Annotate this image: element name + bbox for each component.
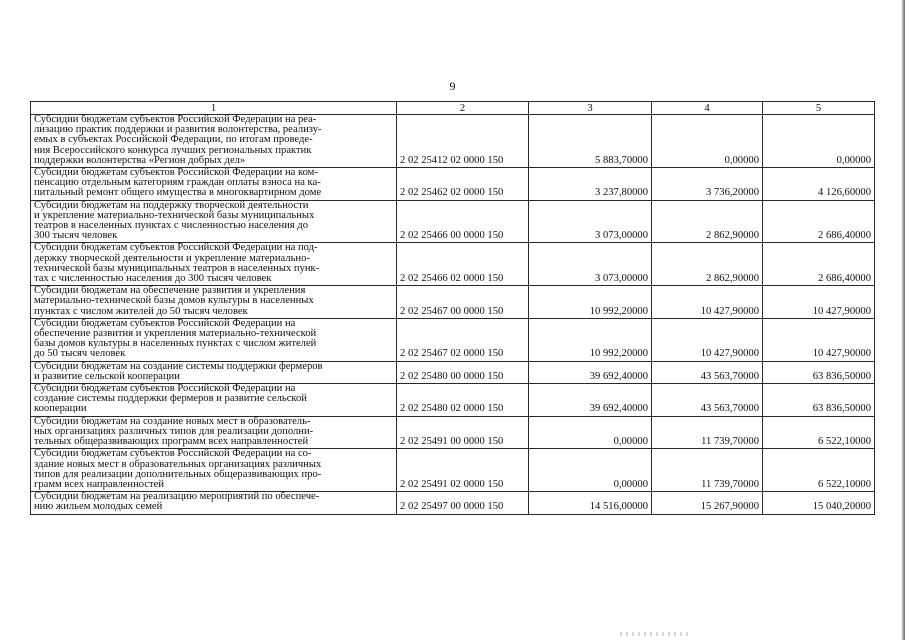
- description-line: материально-технической базы домов культуры в населенных: [34, 295, 314, 307]
- header-row: [31, 102, 875, 115]
- amount-col5: 10 427,90000: [763, 318, 875, 361]
- description-line: Субсидии бюджетам субъектов Российской Федерации на: [34, 317, 296, 329]
- budget-code: 2 02 25462 02 0000 150: [397, 168, 529, 201]
- amount-col3: 0,00000: [529, 416, 652, 449]
- budget-code: 2 02 25480 00 0000 150: [397, 361, 529, 383]
- amount-col3: 10 992,20000: [529, 286, 652, 319]
- description-line: питальный ремонт общего имущества в многоквартирном доме: [34, 187, 322, 199]
- row-description: [31, 492, 397, 514]
- row-description: [31, 243, 397, 286]
- description-line: Субсидии бюджетам на создание системы поддержки фермеров: [34, 360, 323, 372]
- row-description: [31, 200, 397, 243]
- table-row: [31, 416, 875, 449]
- amount-col4: 10 427,90000: [652, 286, 763, 319]
- budget-code: 2 02 25466 02 0000 150: [397, 243, 529, 286]
- description-line: 300 тысяч человек: [34, 230, 118, 242]
- table-row: [31, 384, 875, 417]
- amount-col5: 2 686,40000: [763, 243, 875, 286]
- page-number: 9: [449, 79, 456, 93]
- row-description: [31, 318, 397, 361]
- row-description: [31, 115, 397, 168]
- table-row: [31, 318, 875, 361]
- budget-code: 2 02 25466 00 0000 150: [397, 200, 529, 243]
- amount-col3: 39 692,40000: [529, 384, 652, 417]
- amount-col5: 10 427,90000: [763, 286, 875, 319]
- amount-col5: 6 522,10000: [763, 449, 875, 492]
- description-line: Субсидии бюджетам субъектов Российской Федерации на реа-: [34, 114, 317, 125]
- description-line: до 50 тысяч человек: [34, 348, 126, 360]
- row-description: [31, 168, 397, 201]
- amount-col3: 3 073,00000: [529, 243, 652, 286]
- description-line: лизацию практик поддержки и развития волонтерства, реализу-: [34, 124, 322, 136]
- description-line: пунктах с числом жителей до 50 тысяч человек: [34, 305, 248, 317]
- amount-col5: 6 522,10000: [763, 416, 875, 449]
- table-row: [31, 168, 875, 201]
- description-line: и развитие сельской кооперации: [34, 370, 180, 382]
- amount-col3: 39 692,40000: [529, 361, 652, 383]
- amount-col4: 15 267,90000: [652, 492, 763, 514]
- scan-edge-shadow: [901, 0, 905, 640]
- amount-col3: 14 516,00000: [529, 492, 652, 514]
- table-row: [31, 286, 875, 319]
- amount-col4: 11 739,70000: [652, 449, 763, 492]
- budget-code: 2 02 25467 02 0000 150: [397, 318, 529, 361]
- amount-col4: 3 736,20000: [652, 168, 763, 201]
- amount-col3: 10 992,20000: [529, 318, 652, 361]
- description-line: Субсидии бюджетам на реализацию мероприятий по обеспече-: [34, 491, 320, 503]
- budget-table: [30, 101, 875, 515]
- description-line: ных организациях различных типов для реализации дополни-: [34, 425, 314, 437]
- amount-col4: 43 563,70000: [652, 384, 763, 417]
- budget-code: 2 02 25480 02 0000 150: [397, 384, 529, 417]
- description-line: Субсидии бюджетам субъектов Российской Федерации на со-: [34, 448, 312, 460]
- table-row: [31, 492, 875, 514]
- amount-col5: 0,00000: [763, 115, 875, 168]
- amount-col5: 63 836,50000: [763, 361, 875, 383]
- scan-artifact: [620, 632, 690, 636]
- description-line: тельных общеразвивающих программ всех направленностей: [34, 436, 309, 448]
- description-line: здание новых мест в образовательных организациях различных: [34, 458, 322, 470]
- amount-col5: 15 040,20000: [763, 492, 875, 514]
- row-description: [31, 384, 397, 417]
- description-line: грамм всех направленностей: [34, 478, 165, 490]
- column-header: 2: [397, 102, 529, 115]
- description-line: пенсацию отдельным категориям граждан оплаты взноса на ка-: [34, 177, 321, 189]
- budget-code: 2 02 25497 00 0000 150: [397, 492, 529, 514]
- description-line: обеспечение развития и укрепления материально-технической: [34, 328, 317, 340]
- amount-col4: 11 739,70000: [652, 416, 763, 449]
- description-line: Субсидии бюджетам субъектов Российской Федерации на под-: [34, 242, 318, 254]
- amount-col4: 2 862,90000: [652, 243, 763, 286]
- description-line: технической базы муниципальных театров в населенных пунк-: [34, 262, 320, 274]
- budget-code: 2 02 25467 00 0000 150: [397, 286, 529, 319]
- amount-col5: 2 686,40000: [763, 200, 875, 243]
- amount-col3: 3 073,00000: [529, 200, 652, 243]
- description-line: нию жильем молодых семей: [34, 501, 163, 513]
- description-line: типов для реализации дополнительных общеразвивающих про-: [34, 468, 322, 480]
- amount-col3: 0,00000: [529, 449, 652, 492]
- amount-col4: 43 563,70000: [652, 361, 763, 383]
- table-row: [31, 449, 875, 492]
- column-header: 4: [652, 102, 763, 115]
- description-line: и укрепление материально-технической базы муниципальных: [34, 209, 315, 221]
- row-description: [31, 416, 397, 449]
- description-line: Субсидии бюджетам субъектов Российской Федерации на ком-: [34, 167, 318, 179]
- description-line: кооперации: [34, 403, 87, 415]
- budget-code: 2 02 25412 02 0000 150: [397, 115, 529, 168]
- amount-col3: 3 237,80000: [529, 168, 652, 201]
- table-row: [31, 200, 875, 243]
- amount-col3: 5 883,70000: [529, 115, 652, 168]
- column-header: 5: [763, 102, 875, 115]
- table-row: [31, 243, 875, 286]
- description-line: театров в населенных пунктах с численностью населения до: [34, 220, 308, 232]
- table-row: [31, 361, 875, 383]
- description-line: Субсидии бюджетам субъектов Российской Федерации на: [34, 383, 296, 395]
- description-line: Субсидии бюджетам на создание новых мест в образователь-: [34, 415, 311, 427]
- amount-col4: 0,00000: [652, 115, 763, 168]
- description-line: ния Всероссийского конкурса лучших региональных практик: [34, 144, 312, 156]
- description-line: тах с численностью населения до 300 тысяч человек: [34, 273, 272, 285]
- description-line: базы домов культуры в населенных пунктах с числом жителей: [34, 338, 317, 350]
- amount-col4: 2 862,90000: [652, 200, 763, 243]
- amount-col4: 10 427,90000: [652, 318, 763, 361]
- description-line: поддержки волонтерства «Регион добрых дел»: [34, 154, 246, 166]
- budget-code: 2 02 25491 00 0000 150: [397, 416, 529, 449]
- column-header: 3: [529, 102, 652, 115]
- row-description: [31, 449, 397, 492]
- table-row: [31, 115, 875, 168]
- row-description: [31, 361, 397, 383]
- amount-col5: 4 126,60000: [763, 168, 875, 201]
- budget-code: 2 02 25491 02 0000 150: [397, 449, 529, 492]
- description-line: емых в субъектах Российской Федерации, по итогам проведе-: [34, 134, 313, 146]
- row-description: [31, 286, 397, 319]
- description-line: Субсидии бюджетам на поддержку творческой деятельности: [34, 199, 309, 211]
- description-line: создание системы поддержки фермеров и развитие сельской: [34, 393, 307, 405]
- description-line: Субсидии бюджетам на обеспечение развития и укрепления: [34, 285, 306, 297]
- description-line: держку творческой деятельности и укрепление материально-: [34, 252, 310, 264]
- amount-col5: 63 836,50000: [763, 384, 875, 417]
- column-header: 1: [31, 102, 397, 115]
